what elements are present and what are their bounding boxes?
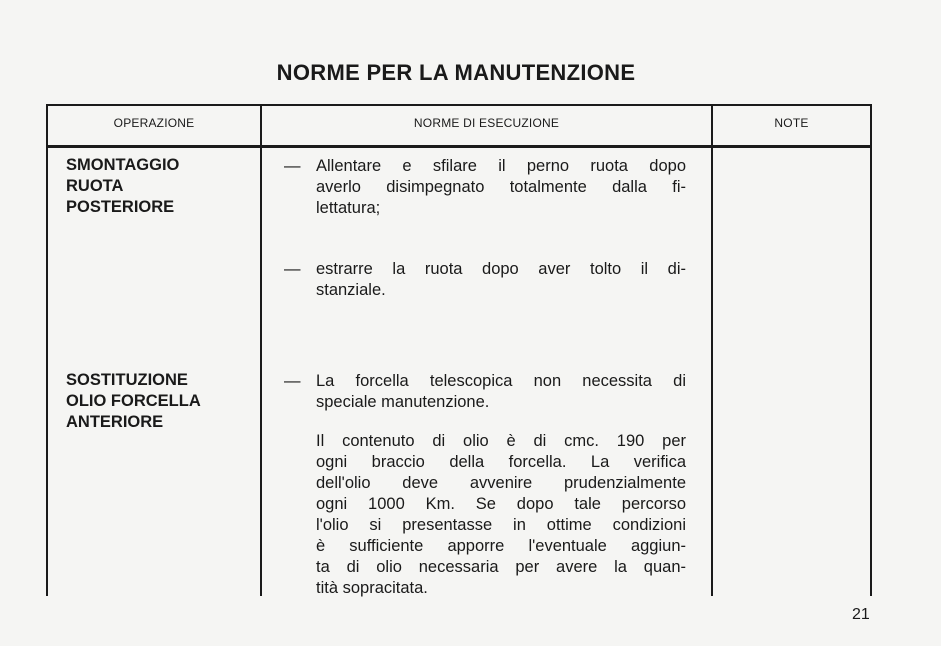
text-line: l'olio si presentasse in ottime condizioni: [316, 516, 686, 534]
text-line: Allentare e sfilare il perno ruota dopo: [316, 157, 686, 175]
text-line: è sufficiente apporre l'eventuale aggiun-: [316, 537, 686, 555]
table-header-rule: [46, 145, 872, 148]
text-line: estrarre la ruota dopo aver tolto il di-: [316, 260, 686, 278]
page-number: 21: [852, 606, 870, 623]
text-line: ogni braccio della forcella. La verifica: [316, 453, 686, 471]
column-rule-left: [46, 104, 48, 596]
column-header-notes: NOTE: [774, 116, 809, 130]
operation-rear-wheel-removal: [66, 155, 246, 218]
text-line: lettatura;: [316, 199, 381, 217]
text-line: speciale manutenzione.: [316, 393, 490, 411]
dash-bullet: —: [284, 157, 301, 175]
dash-bullet: —: [284, 372, 301, 390]
operation-line: SOSTITUZIONE: [66, 371, 188, 389]
text-line: averlo disimpegnato totalmente dalla fi-: [316, 178, 686, 196]
column-rule-right: [870, 104, 872, 596]
text-line: tità sopracitata.: [316, 579, 428, 597]
column-header-norms: NORME DI ESECUZIONE: [413, 116, 560, 130]
column-rule-norms: [711, 104, 713, 596]
operation-line: RUOTA: [66, 177, 124, 195]
dash-bullet: —: [284, 260, 301, 278]
text-line: La forcella telescopica non necessita di: [316, 372, 686, 390]
text-line: stanziale.: [316, 281, 386, 299]
text-line: Il contenuto di olio è di cmc. 190 per: [316, 432, 686, 450]
operation-line: ANTERIORE: [66, 413, 164, 431]
operation-line: OLIO FORCELLA: [66, 392, 201, 410]
operation-line: SMONTAGGIO: [66, 156, 180, 174]
column-rule-operation: [260, 104, 262, 596]
operation-front-fork-oil-replacement: [66, 370, 246, 433]
text-line: ogni 1000 Km. Se dopo tale percorso: [316, 495, 686, 513]
page-title: NORME PER LA MANUTENZIONE: [276, 60, 636, 85]
text-line: dell'olio deve avvenire prudenzialmente: [316, 474, 686, 492]
table-top-rule: [46, 104, 872, 106]
text-line: ta di olio necessaria per avere la quan-: [316, 558, 686, 576]
column-header-operation: OPERAZIONE: [113, 116, 195, 130]
operation-line: POSTERIORE: [66, 198, 175, 216]
